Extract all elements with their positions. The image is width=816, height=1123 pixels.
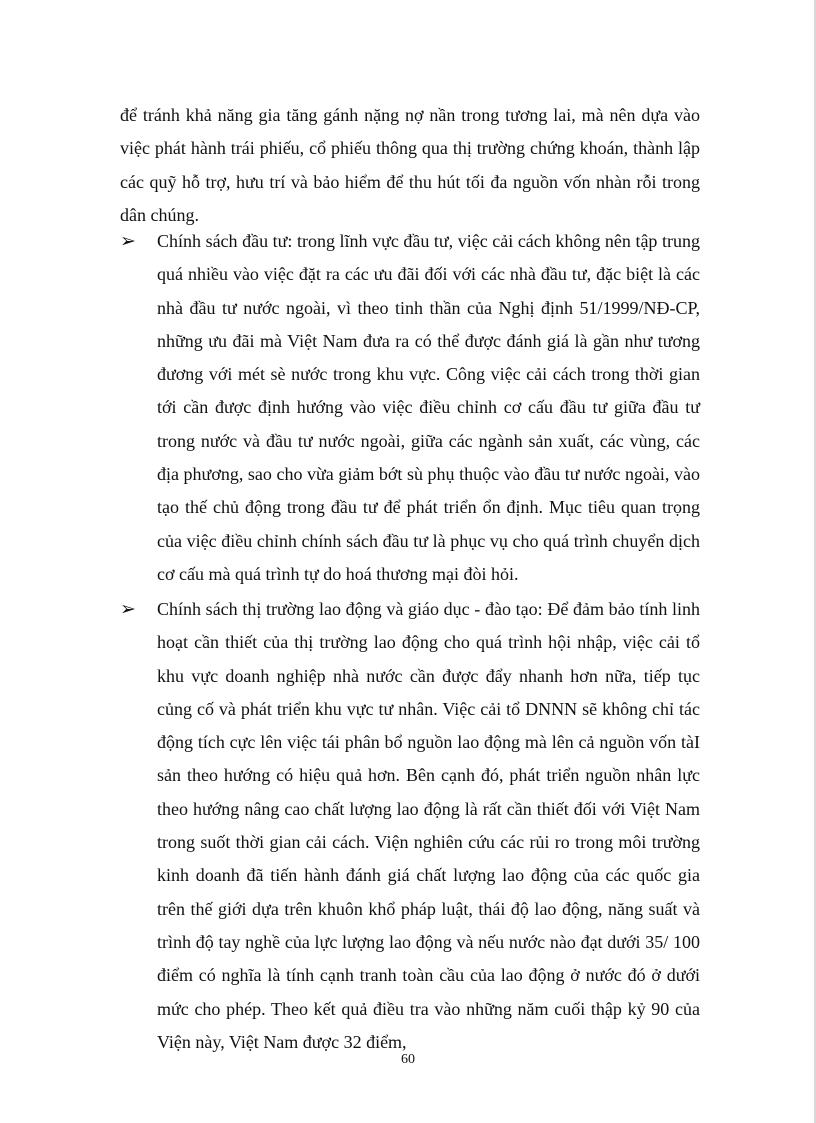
bullet-paragraph-labor-market-policy: Chính sách thị trường lao động và giáo dục - đào tạo: Để đảm bảo tính linh hoạt cần thiết của thị trường lao động cho quá trình hội nhập, việc cải tổ khu vực doanh nghiệp nhà nước cần được đẩy nhanh hơn nữa, tiếp tục củng cố và phát triển khu vực tư nhân. Việc cải tổ DNNN sẽ không chỉ tác động tích cực lên việc tái phân bổ nguồn lao động mà lên cả nguồn vốn tàI sản theo hướng có hiệu quả hơn. Bên cạnh đó, phát triển nguồn nhân lực theo hướng nâng cao chất lượng lao động là rất cần thiết đối với Việt Nam trong suốt thời gian cải cách. Viện nghiên cứu các rủi ro trong môi trường kinh doanh đã tiến hành đánh giá chất lượng lao động của các quốc gia trên thế giới dựa trên khuôn khổ pháp luật, thái độ lao động, năng suất và trình độ tay nghề của lực lượng lao động và nếu nước nào đạt dưới 35/ 100 điểm có nghĩa là tính cạnh tranh toàn cầu của lao động ở nước đó ở dưới mức cho phép. Theo kết quả điều tra vào những năm cuối thập kỷ 90 của Viện này, Việt Nam được 32 điểm, [157, 599, 700, 1052]
bullet-arrow-icon: ➢ [120, 598, 136, 620]
intro-paragraph: để tránh khả năng gia tăng gánh nặng nợ nần trong tương lai, mà nên dựa vào việc phát hành trái phiếu, cổ phiếu thông qua thị trường chứng khoán, thành lập các quỹ hỗ trợ, hưu trí và bảo hiểm để thu hút tối đa nguồn vốn nhàn rỗi trong dân chúng. [120, 105, 700, 225]
page-number: 60 [401, 1052, 415, 1067]
bullet-arrow-icon: ➢ [120, 230, 136, 252]
bullet-paragraph-investment-policy: Chính sách đầu tư: trong lĩnh vực đầu tư, việc cải cách không nên tập trung quá nhiều vào việc đặt ra các ưu đãi đối với các nhà đầu tư, đặc biệt là các nhà đầu tư nước ngoài, vì theo tinh thần của Nghị định 51/1999/NĐ-CP, những ưu đãi mà Việt Nam đưa ra có thể được đánh giá là gần như tương đương với mét sè nước trong khu vực. Công việc cải cách trong thời gian tới cần được định hướng vào việc điều chỉnh cơ cấu đầu tư giữa đầu tư trong nước và đầu tư nước ngoài, giữa các ngành sản xuất, các vùng, các địa phương, sao cho vừa giảm bớt sù phụ thuộc vào đầu tư nước ngoài, vào tạo thế chủ động trong đầu tư để phát triển ổn định. Mục tiêu quan trọng của việc điều chỉnh chính sách đầu tư là phục vụ cho quá trình chuyển dịch cơ cấu mà quá trình tự do hoá thương mại đòi hỏi. [157, 231, 700, 584]
